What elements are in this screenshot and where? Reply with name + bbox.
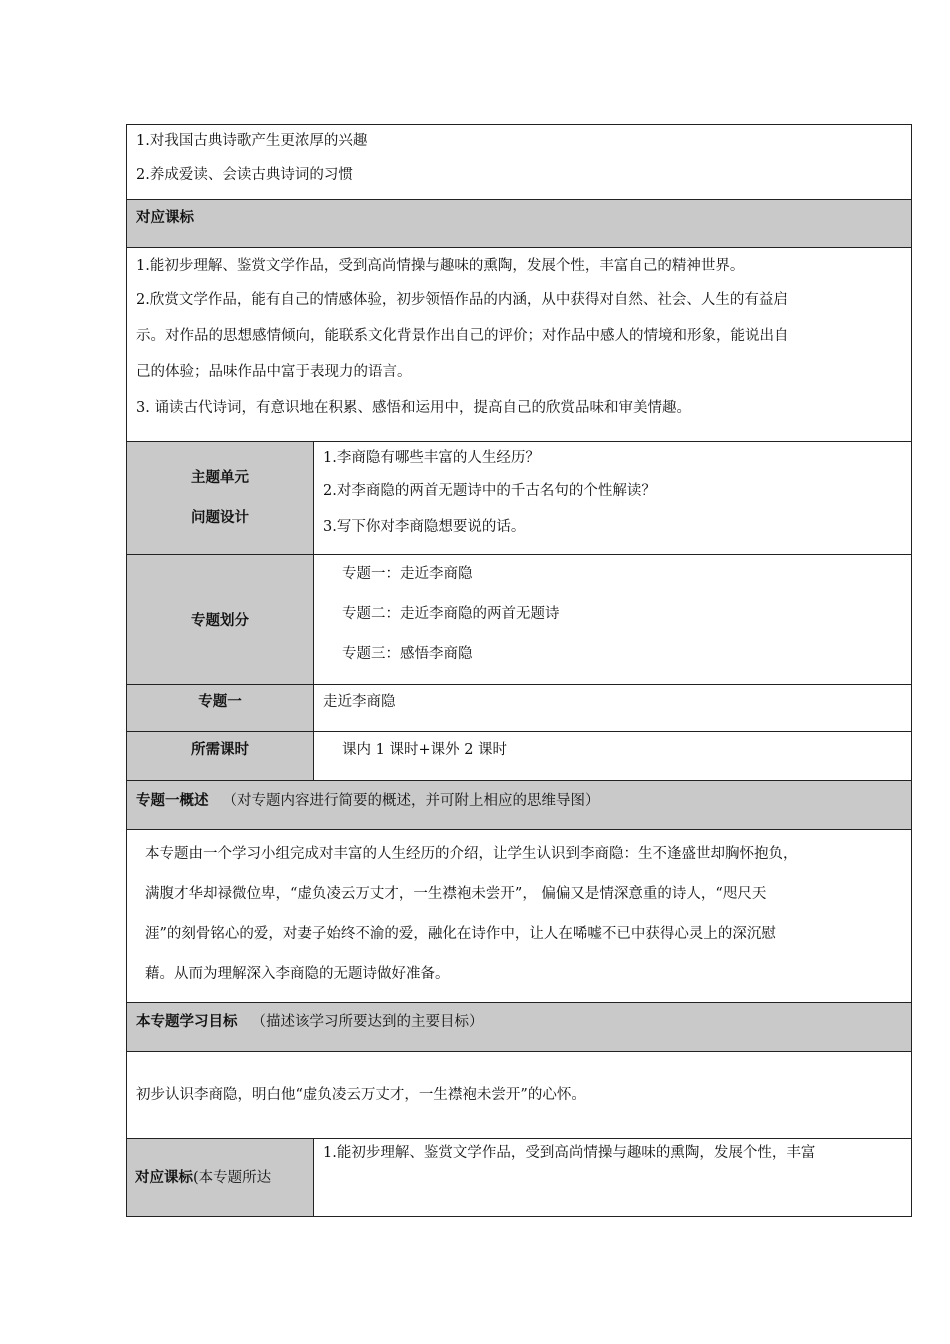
topic-item: 专题二：走近李商隐的两首无题诗 <box>342 606 560 622</box>
goals-cell <box>127 125 912 200</box>
overview-line: 本专题由一个学习小组完成对丰富的人生经历的介绍，让学生认识到李商隐：生不逢盛世却胸怀抱负， <box>145 846 798 862</box>
objectives-header-row <box>127 1003 912 1052</box>
objectives-header-note: （描述该学习所要达到的主要目标） <box>251 1014 484 1030</box>
topic1-label <box>127 685 314 732</box>
topics-items <box>314 555 912 685</box>
overview-header-note: （对专题内容进行简要的概述，并可附上相应的思维导图） <box>222 793 600 809</box>
lesson-plan-table <box>126 124 912 1217</box>
topic-standards-text: 1.能初步理解、鉴赏文学作品，受到高尚情操与趣味的熏陶，发展个性，丰富 <box>323 1145 816 1161</box>
overview-row <box>127 830 912 1003</box>
overview-header <box>127 781 912 830</box>
topic1-value-text: 走近李商隐 <box>323 694 396 710</box>
standards-cell <box>127 248 912 442</box>
topic-standards-label-bold: 对应课标 <box>135 1169 193 1186</box>
topic1-row <box>127 685 912 732</box>
topic-item: 专题一：走近李商隐 <box>342 566 473 582</box>
objectives-row <box>127 1052 912 1139</box>
question-item: 1.李商隐有哪些丰富的人生经历？ <box>323 450 540 466</box>
standards-header <box>127 200 912 248</box>
topic1-value <box>314 685 912 732</box>
topic-item: 专题三：感悟李商隐 <box>342 646 473 662</box>
overview-line: 满腹才华却禄微位卑，“虚负凌云万丈才，一生襟袍未尝开”， 偏偏又是情深意重的诗人，“咫尺天 <box>145 886 767 902</box>
theme-question-label <box>127 442 314 555</box>
topic-standards-label <box>127 1139 314 1217</box>
objectives-header <box>127 1003 912 1052</box>
hours-value <box>314 732 912 781</box>
hours-label <box>127 732 314 781</box>
standard-line: 示。对作品的思想感情倾向，能联系文化背景作出自己的评价；对作品中感人的情境和形象，能说出自 <box>136 328 789 344</box>
goals-row <box>127 125 912 200</box>
overview-line: 涯”的刻骨铭心的爱，对妻子始终不渝的爱，融化在诗作中，让人在唏嘘不已中获得心灵上的深沉慰 <box>145 926 776 942</box>
question-item: 2.对李商隐的两首无题诗中的千古名句的个性解读？ <box>323 483 656 499</box>
topic1-label-text: 专题一 <box>198 694 242 710</box>
objectives-header-title: 本专题学习目标 <box>136 1014 238 1030</box>
standard-line: 3. 诵读古代诗词，有意识地在积累、感悟和运用中，提高自己的欣赏品味和审美情趣。 <box>136 400 691 416</box>
standard-line: 2.欣赏文学作品，能有自己的情感体验，初步领悟作品的内涵，从中获得对自然、社会、人生的有益启 <box>136 292 788 308</box>
overview-cell <box>127 830 912 1003</box>
hours-label-text: 所需课时 <box>191 742 249 758</box>
overview-header-row <box>127 781 912 830</box>
standard-line: 1.能初步理解、鉴赏文学作品，受到高尚情操与趣味的熏陶，发展个性，丰富自己的精神世界。 <box>136 258 745 274</box>
question-item: 3.写下你对李商隐想要说的话。 <box>323 519 526 535</box>
goal-line: 2.养成爱读、会读古典诗词的习惯 <box>136 167 353 183</box>
theme-question-label-line2: 问题设计 <box>191 510 249 526</box>
topics-label: 专题划分 <box>127 555 314 685</box>
topic-standards-label-rest: (本专题所达 <box>193 1169 272 1186</box>
hours-value-text: 课内 1 课时+课外 2 课时 <box>342 742 508 758</box>
standards-row <box>127 248 912 442</box>
overview-header-title: 专题一概述 <box>136 793 209 809</box>
overview-line: 藉。从而为理解深入李商隐的无题诗做好准备。 <box>145 966 450 982</box>
standard-line: 己的体验；品味作品中富于表现力的语言。 <box>136 364 412 380</box>
standards-header-row <box>127 200 912 248</box>
theme-question-items <box>314 442 912 555</box>
goal-line: 1.对我国古典诗歌产生更浓厚的兴趣 <box>136 133 368 149</box>
topic-standards-row <box>127 1139 912 1217</box>
theme-question-label-line1: 主题单元 <box>191 470 249 486</box>
topic-standards-value <box>314 1139 912 1217</box>
objectives-text: 初步认识李商隐，明白他“虚负凌云万丈才，一生襟袍未尝开”的心怀。 <box>136 1087 586 1103</box>
hours-row <box>127 732 912 781</box>
objectives-cell <box>127 1052 912 1139</box>
theme-question-row <box>127 442 912 555</box>
topics-row <box>127 555 912 685</box>
standards-header-text: 对应课标 <box>136 210 194 226</box>
